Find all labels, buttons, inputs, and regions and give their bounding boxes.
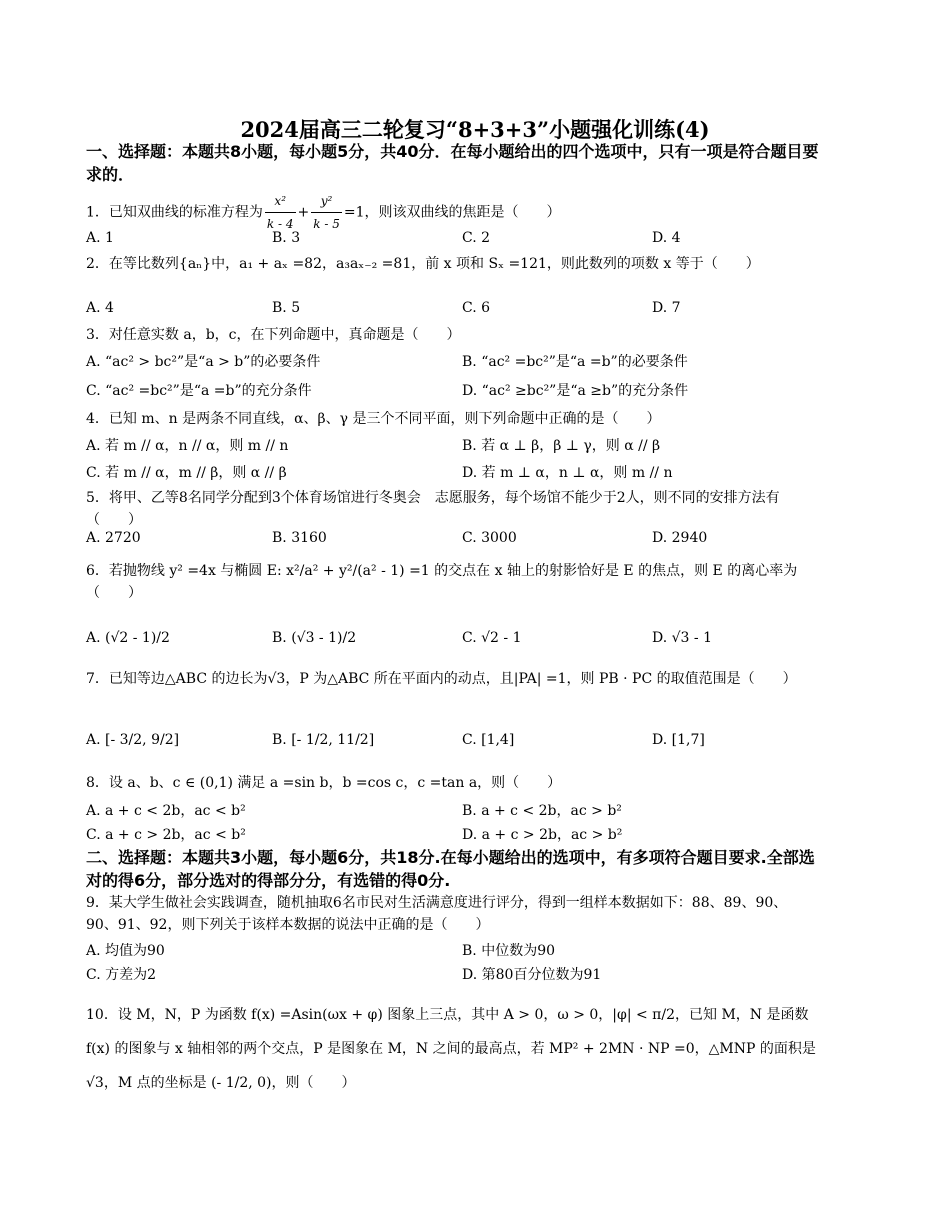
question-4-options-row1	[86, 435, 816, 459]
option-c[interactable]: C. 2	[462, 230, 491, 246]
question-9: 9．某大学生做社会实践调查，随机抽取6名市民对生活满意度进行评分，得到一组样本数据如下：88、89、90、90、91、92，则下列关于该样本数据的说法中正确的是（ ）	[86, 895, 788, 933]
option-c[interactable]: C. 若 m // α，m // β，则 α // β	[86, 465, 287, 481]
question-4: 4．已知 m、n 是两条不同直线，α、β、γ 是三个不同平面，则下列命题中正确的是（ ）	[86, 411, 661, 427]
option-c[interactable]: C. [1,4]	[462, 732, 515, 748]
question-6: 6．若抛物线 y² =4x 与椭圆 E: x²/a² + y²/(a² - 1) =1 的交点在 x 轴上的射影恰好是 E 的焦点，则 E 的离心率为（ ）	[86, 563, 798, 601]
option-a[interactable]: A. 均值为90	[86, 943, 165, 959]
fraction: $\frac{\text{y²}}{k - 5}$	[311, 190, 342, 235]
question-6-options	[86, 630, 816, 654]
option-b[interactable]: B. a + c < 2b，ac > b²	[462, 803, 622, 819]
option-a[interactable]: A. “ac² > bc²”是“a > b”的必要条件	[86, 354, 321, 370]
question-3-options-row1	[86, 351, 816, 375]
question-1: 1．已知双曲线的标准方程为 $\frac{\text{x²}}{k - 4}$ + $\frac{\text{y²}}{k - 5}$ =1，则该双曲线的焦距是（ ）	[86, 190, 816, 235]
question-3: 3．对任意实数 a，b，c，在下列命题中，真命题是（ ）	[86, 327, 461, 343]
option-a[interactable]: A. 若 m // α，n // α，则 m // n	[86, 438, 289, 454]
question-8-options-row1	[86, 800, 816, 824]
question-2-options	[86, 300, 816, 324]
option-b[interactable]: B. “ac² =bc²”是“a =b”的必要条件	[462, 354, 688, 370]
option-d[interactable]: D. 第80百分位数为91	[462, 967, 602, 983]
option-b[interactable]: B. 5	[272, 300, 301, 316]
option-a[interactable]: A. 2720	[86, 530, 141, 546]
option-b[interactable]: B. [- 1/2, 11/2]	[272, 732, 375, 748]
option-b[interactable]: B. (√3 - 1)/2	[272, 630, 357, 646]
question-2: 2．在等比数列{aₙ}中，a₁ + aₓ =82，a₃aₓ₋₂ =81，前 x 项和 Sₓ =121，则此数列的项数 x 等于（ ）	[86, 256, 760, 272]
option-d[interactable]: D. √3 - 1	[652, 630, 712, 646]
option-a[interactable]: A. a + c < 2b，ac < b²	[86, 803, 246, 819]
option-b[interactable]: B. 中位数为90	[462, 943, 556, 959]
option-b[interactable]: B. 3	[272, 230, 301, 246]
question-8: 8．设 a、b、c ∈ (0,1) 满足 a =sin b，b =cos c，c =tan a，则（ ）	[86, 775, 562, 791]
option-c[interactable]: C. 6	[462, 300, 491, 316]
question-5-options	[86, 530, 816, 554]
question-4-options-row2	[86, 462, 816, 486]
page-title: 2024届高三二轮复习“8+3+3”小题强化训练(4)	[240, 117, 710, 142]
question-7-options	[86, 732, 816, 756]
option-c[interactable]: C. 方差为2	[86, 967, 157, 983]
question-8-options-row2	[86, 824, 816, 848]
option-d[interactable]: D. 7	[652, 300, 681, 316]
option-c[interactable]: C. 3000	[462, 530, 517, 546]
question-9-options-row1	[86, 940, 816, 964]
question-7: 7．已知等边△ABC 的边长为√3，P 为△ABC 所在平面内的动点，且|PA| =1，则 PB · PC 的取值范围是（ ）	[86, 671, 797, 687]
question-1-options	[86, 230, 816, 254]
option-a[interactable]: A. 4	[86, 300, 114, 316]
question-10: 10．设 M，N，P 为函数 f(x) =Asin(ωx + φ) 图象上三点，其中 A > 0，ω > 0，|φ| < π/2，已知 M，N 是函数 f(x) 的图象与 x 轴相邻的两个交点，P 是图象在 M，N 之间的最高点，若 MP² + 2MN · NP =0，△MNP 的面积是 √3，M 点的坐标是 (- 1/2, 0)，则（ ）	[86, 1007, 816, 1091]
option-c[interactable]: C. “ac² =bc²”是“a =b”的充分条件	[86, 383, 312, 399]
option-c[interactable]: C. √2 - 1	[462, 630, 522, 646]
section-2-heading: 二、选择题：本题共3小题，每小题6分，共18分.在每小题给出的选项中，有多项符合题目要求.全部选对的得6分，部分选对的得部分分，有选错的得0分.	[86, 848, 815, 890]
section-1-heading: 一、选择题：本题共8小题，每小题5分，共40分．在每小题给出的四个选项中，只有一项是符合题目要求的．	[86, 142, 819, 184]
option-d[interactable]: D. 4	[652, 230, 681, 246]
option-b[interactable]: B. 若 α ⊥ β，β ⊥ γ，则 α // β	[462, 438, 661, 454]
fraction: $\frac{\text{x²}}{k - 4}$	[265, 190, 296, 235]
option-d[interactable]: D. a + c > 2b，ac > b²	[462, 827, 623, 843]
option-b[interactable]: B. 3160	[272, 530, 327, 546]
option-d[interactable]: D. 若 m ⊥ α，n ⊥ α，则 m // n	[462, 465, 673, 481]
option-d[interactable]: D. [1,7]	[652, 732, 705, 748]
option-c[interactable]: C. a + c > 2b，ac < b²	[86, 827, 246, 843]
option-a[interactable]: A. 1	[86, 230, 114, 246]
option-a[interactable]: A. [- 3/2, 9/2]	[86, 732, 180, 748]
option-a[interactable]: A. (√2 - 1)/2	[86, 630, 170, 646]
option-d[interactable]: D. 2940	[652, 530, 708, 546]
option-d[interactable]: D. “ac² ≥bc²”是“a ≥b”的充分条件	[462, 383, 689, 399]
question-3-options-row2	[86, 380, 816, 404]
question-9-options-row2	[86, 964, 816, 988]
question-5: 5．将甲、乙等8名同学分配到3个体育场馆进行冬奥会 志愿服务，每个场馆不能少于2人，则不同的安排方法有（ ）	[86, 490, 780, 528]
